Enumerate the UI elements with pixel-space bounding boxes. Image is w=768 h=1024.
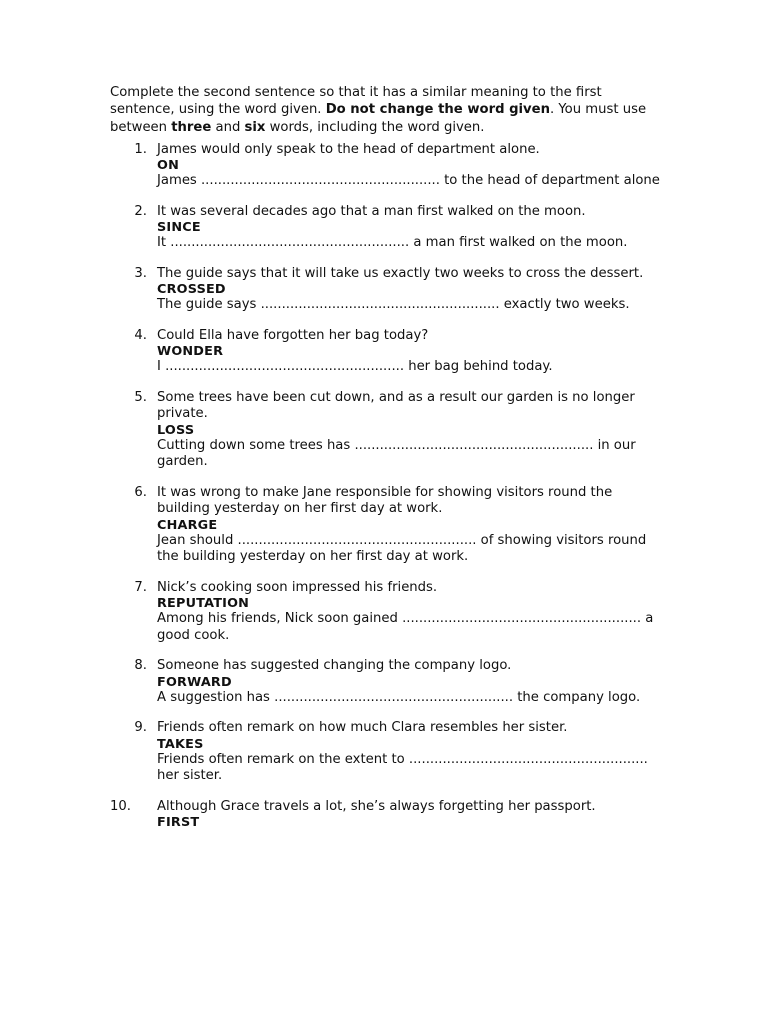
original-sentence: James would only speak to the head of department alone. — [157, 141, 540, 157]
instructions-bold-2: three — [171, 119, 212, 135]
item-number: 4. — [134, 327, 147, 343]
answer-sentence: James ......................................................... to the head of department alone — [157, 173, 660, 189]
item-number: 2. — [134, 203, 147, 219]
original-sentence: Nick’s cooking soon impressed his friends. — [157, 579, 438, 595]
key-word: FIRST — [157, 815, 200, 831]
item-number: 7. — [134, 579, 147, 595]
exercise-item-4 — [110, 328, 662, 376]
item-number: 6. — [134, 484, 147, 500]
exercise-item-8 — [110, 658, 662, 706]
answer-sentence: The guide says ......................................................... exactly two weeks. — [157, 297, 630, 313]
original-sentence: Could Ella have forgotten her bag today? — [157, 327, 429, 343]
original-sentence: Someone has suggested changing the company logo. — [157, 658, 512, 674]
original-sentence: The guide says that it will take us exactly two weeks to cross the dessert. — [157, 265, 644, 281]
exercise-item-3 — [110, 266, 662, 314]
instructions-text-2: . You must use between — [110, 102, 647, 135]
exercise-item-2 — [110, 204, 662, 252]
exercise-item-6 — [110, 485, 662, 566]
original-sentence: It was several decades ago that a man first walked on the moon. — [157, 203, 586, 219]
instructions-text-1: Complete the second sentence so that it has a similar meaning to the first sentence, using the word given. — [110, 85, 602, 118]
instructions-bold-3: six — [244, 119, 266, 135]
item-number: 1. — [134, 141, 147, 157]
key-word: FORWARD — [157, 674, 232, 690]
instructions-text-3: and — [211, 119, 245, 135]
key-word: ON — [157, 158, 179, 174]
answer-sentence: Cutting down some trees has ......................................................... in our garden. — [157, 437, 636, 470]
worksheet-page — [110, 84, 662, 844]
instructions-bold-1: Do not change the word given — [325, 102, 550, 118]
original-sentence: Although Grace travels a lot, she’s always forgetting her passport. — [157, 798, 596, 814]
original-sentence: Friends often remark on how much Clara resembles her sister. — [157, 720, 568, 736]
answer-sentence: Friends often remark on the extent to ......................................................... her sister. — [157, 751, 648, 784]
exercise-item-5 — [110, 390, 662, 471]
item-number: 10. — [110, 798, 131, 814]
original-sentence: It was wrong to make Jane responsible for showing visitors round the building yesterday on her first day at work. — [157, 484, 613, 517]
item-number: 3. — [134, 265, 147, 281]
instructions-paragraph — [110, 84, 662, 136]
key-word: CHARGE — [157, 517, 218, 533]
exercise-item-7 — [110, 580, 662, 645]
key-word: WONDER — [157, 344, 224, 360]
answer-sentence: A suggestion has ......................................................... the company logo. — [157, 689, 641, 705]
key-word: SINCE — [157, 220, 201, 236]
key-word: TAKES — [157, 736, 204, 752]
item-number: 9. — [134, 720, 147, 736]
answer-sentence: Among his friends, Nick soon gained ......................................................... a good cook. — [157, 611, 654, 643]
exercise-item-1 — [110, 142, 662, 190]
original-sentence: Some trees have been cut down, and as a result our garden is no longer private. — [157, 389, 635, 422]
answer-sentence: Jean should ......................................................... of showing visitors round the building yesterday on her first day at work. — [157, 532, 647, 565]
exercise-item-10 — [110, 799, 662, 831]
item-number: 5. — [134, 389, 147, 405]
exercise-item-9 — [110, 720, 662, 785]
instructions-text-4: words, including the word given. — [265, 119, 485, 135]
key-word: CROSSED — [157, 282, 226, 298]
key-word: LOSS — [157, 422, 195, 438]
exercise-list — [110, 142, 662, 831]
item-number: 8. — [134, 658, 147, 674]
answer-sentence: I ......................................................... her bag behind today. — [157, 359, 553, 375]
answer-sentence: It ......................................................... a man first walked on the moon. — [157, 235, 628, 251]
key-word: REPUTATION — [157, 596, 250, 612]
